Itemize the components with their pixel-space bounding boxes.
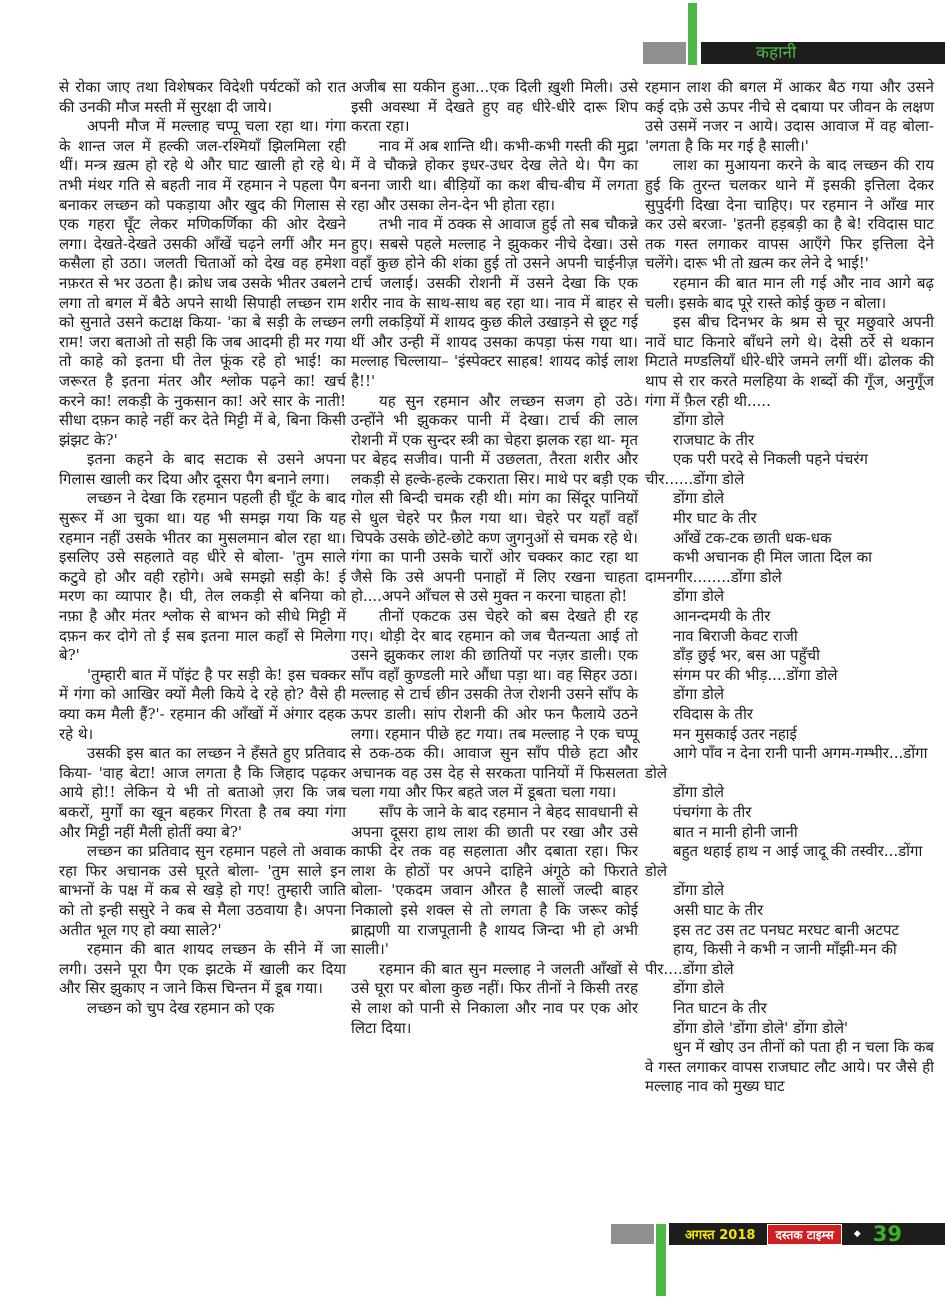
header-bar xyxy=(701,42,945,64)
verse-line: नित घाटन के तीर xyxy=(673,998,767,1017)
verse-line: कभी अचानक ही मिल जाता दिल का दामनगीर........डोंगा डोले xyxy=(645,548,873,586)
verse-line: एक परी परदे से निकली पहने पंचरंग चीर......डोंगा डोले xyxy=(645,450,868,488)
verse-line: बहुत थहाई हाथ न आई जादू की तस्वीर...डोंगा डोले xyxy=(645,842,923,880)
header-gray-block xyxy=(643,42,686,64)
paragraph: लच्छन को चुप देख रहमान को एक xyxy=(87,998,275,1017)
footer-gray-block xyxy=(611,1224,654,1244)
verse-line: डोंगा डोले xyxy=(673,489,725,508)
paragraph: रहमान की बात शायद लच्छन के सीने में जा लगी। उसने पूरा पैग एक झटके में खाली कर दिया और सिर झुकाए न जाने किस चिन्तन में डूब गया। xyxy=(59,940,346,998)
paragraph: रहमान लाश की बगल में आकर बैठ गया और उसने कई दफ़े उसे ऊपर नीचे से दबाया पर जीवन के लक्षण उसे उसमें नजर न आये। उदास आवाज में वह बोला- 'लगता है कि मर गई है साली।' xyxy=(645,78,934,155)
story-column-3 xyxy=(645,78,934,1097)
paragraph: उसकी इस बात का लच्छन ने हँसते हुए प्रतिवाद किया- 'वाह बेटा! आज लगता है कि जिहाद पढ़कर आये हो!! लेकिन ये भी तो बताओ ज़रा कि जब बकरों, मुर्गों का खून बहकर गिरता है तब क्या गंगा और मिट्टी नहीं मैली होतीं क्या बे?' xyxy=(59,744,346,841)
header-green-bar xyxy=(688,3,697,65)
paragraph: यह सुन रहमान और लच्छन सजग हो उठे। उन्होंने भी झुककर पानी में देखा। टार्च की लाल रोशनी में एक सुन्दर स्त्री का चेहरा झलक रहा था- मृत पर बेहद सजीव। पानी में उछलता, तैरता शरीर और लकड़ी से हल्के-हल्के टकराता सिर। माथे पर बड़ी एक गोल सी बिन्दी चमक रही थी। मांग का सिंदूर पानियों से धुल चेहरे पर फ़ैल गया था। चेहरे पर यहाँ वहाँ चिपके उसके छोटे-छोटे कण जुगनुओं से चमक रहे थे। गंगा का पानी उसके चारों ओर चक्कर काट रहा था जैसे कि उसे अपनी पनाहों में लिए रखना चाहता हो....अपने आँचल से उसे मुक्त न करना चाहता हो! xyxy=(351,391,638,606)
footer-bar xyxy=(669,1223,945,1245)
verse-line: डोंगा डोले xyxy=(673,881,725,900)
verse-line: डोंगा डोले xyxy=(673,587,725,606)
verse-line: डोंगा डोले xyxy=(673,783,725,802)
footer-green-bar xyxy=(656,1224,666,1296)
verse-line: आनन्दमयी के तीर xyxy=(673,607,771,626)
verse-line: डोंगा डोले xyxy=(673,685,725,704)
verse-line: डाँड़ छुई भर, बस आ पहुँची xyxy=(673,646,821,665)
verse-line: संगम पर की भीड़....डोंगा डोले xyxy=(673,665,838,684)
paragraph: तभी नाव में ठक्क से आवाज हुई तो सब चौकन्ने हुए। सबसे पहले मल्लाह ने झुककर नीचे देखा। उसे वहाँ कुछ होने की शंका हुई तो उसने अपनी चाईनीज़ टार्च जलाई। उसकी रोशनी में उसने देखा कि एक शरीर नाव के साथ-साथ बह रहा था। नाव में बाहर से लगी लकड़ियों में शायद कुछ कीले उखाड़ने से छूट गई थीं और उन्ही में शायद उसका कपड़ा फंस गया था। मल्लाह चिल्लाया– 'इंस्पेक्टर साहब! शायद कोई लाश है!!' xyxy=(351,215,638,390)
verse-line: आगे पाँव न देना रानी पानी अगम-गम्भीर...डोंगा डोले xyxy=(645,744,928,782)
paragraph: नाव में अब शान्ति थी। कभी-कभी गस्ती की मुद्रा में वे चौकन्ने होकर इधर-उधर देख लेते थे। पैग का बनना जारी था। बीड़ियों का कश बीच-बीच में लगता रहा और उसका लेन-देन भी होता रहा। xyxy=(351,136,638,214)
verse-line: हाय, किसी ने कभी न जानी माँझी-मन की पीर....डोंगा डोले xyxy=(645,940,897,978)
verse-line: राजघाट के तीर xyxy=(673,430,755,449)
issue-date: अगस्त 2018 xyxy=(685,1228,756,1243)
paragraph: इस बीच दिनभर के श्रम से चूर मछुवारे अपनी नावें घाट किनारे बाँधने लगे थे। देसी ठर्रे से थकान मिटाते मण्डलियाँ धीरे-धीरे जमने लगीं थीं। ढोलक की थाप से रार करते मलहिया के शब्दों की गूँज, अनुगूँज गंगा में फ़ैल रही थी..... xyxy=(645,313,934,410)
verse-line: बात न मानी होनी जानी xyxy=(673,822,798,841)
story-column-1 xyxy=(59,78,346,1019)
verse-line: डोंगा डोले 'डोंगा डोले' डोंगा डोले' xyxy=(673,1018,849,1037)
paragraph: 'तुम्हारी बात में पॉइंट है पर सड़ी के! इस चक्कर में गंगा को आखिर क्यों मैली किये दे रहे हो? वैसे ही क्या कम मैली हैं?'- रहमान की आँखों में अंगार दहक रहे थे। xyxy=(59,665,346,743)
diamond-separator-icon: ◆ xyxy=(853,1229,861,1239)
paragraph: लच्छन ने देखा कि रहमान पहली ही घूँट के बाद सुरूर में आ चुका था। यह भी समझ गया कि यह रहमान नहीं उसके भीतर का मुसलमान बोल रहा था। इसलिए उसे सहलाते वह धीरे से बोला- 'तुम साले कटुवे हो और वही रहोगे। अबे समझो सड़ी के! ई मरण का व्यापार है। घी, तेल लकड़ी से बनिया को नफ़ा है और मंतर श्लोक से बाभन को सीधे मिट्टी में दफ़न कर दोगे तो ई सब इतना माल कहाँ से मिलेगा बे?' xyxy=(59,489,346,665)
verse-line: डोंगा डोले xyxy=(673,979,725,998)
verse-line: डोंगा डोले xyxy=(673,411,725,430)
verse-line: नाव बिराजी केवट राजी xyxy=(673,626,798,645)
page-number: 39 xyxy=(872,1222,902,1246)
verse-line: मन मुसकाई उतर नहाई xyxy=(673,724,797,743)
paragraph: लच्छन का प्रतिवाद सुन रहमान पहले तो अवाक रहा फिर अचानक उसे घूरते बोला- 'तुम साले इन बाभनों के पक्ष में कब से खड़े हो गए! तुम्हारी जाति को तो इन्ही ससुरे ने कब से मैला उठवाया है। अपना अतीत भूल गए हो क्या साले?' xyxy=(59,842,346,939)
section-label: कहानी xyxy=(756,43,797,63)
paragraph: रहमान की बात सुन मल्लाह ने जलती आँखों से उसे घूरा पर बोला कुछ नहीं। फिर तीनों ने किसी तरह से लाश को पानी से निकाला और नाव पर एक ओर लिटा दिया। xyxy=(351,959,638,1037)
paragraph: धुन में खोए उन तीनों को पता ही न चला कि कब वे गस्त लगाकर वापस राजघाट लौट आये। पर जैसे ही मल्लाह नाव को मुख्य घाट xyxy=(645,1038,934,1096)
verse-line: असी घाट के तीर xyxy=(673,900,764,919)
verse-line: आँखें टक-टक छाती धक-धक xyxy=(673,528,832,547)
verse-line: मीर घाट के तीर xyxy=(673,509,757,528)
paragraph: अजीब सा यकीन हुआ...एक दिली ख़ुशी मिली। उसे इसी अवस्था में देखते हुए वह धीरे-धीरे दारू शिप करता रहा। xyxy=(351,78,638,136)
story-column-2 xyxy=(351,78,638,1038)
paragraph: तीनों एकटक उस चेहरे को बस देखते ही रह गए। थोड़ी देर बाद रहमान को जब चैतन्यता आई तो उसने झुककर लाश की छातियों पर नज़र डाली। एक साँप वहाँ कुण्डली मारे औंधा पड़ा था। वह सिहर उठा। मल्लाह से टार्च छीन उसकी तेज रोशनी उसने साँप के ऊपर डाली। सांप रोशनी की ओर फन फैलाये उठने लगा। रहमान पीछे हट गया। तब मल्लाह ने एक चप्पू से ठक-ठक की। आवाज सुन साँप पीछे हटा और अचानक वह उस देह से सरकता पानियों में फिसलता चला गया और फिर बहते जल में डूबता चला गया। xyxy=(351,607,638,802)
magazine-logo: दस्तक टाइम्स xyxy=(767,1224,841,1245)
paragraph: साँप के जाने के बाद रहमान ने बेहद सावधानी से अपना दूसरा हाथ लाश की छाती पर रखा और उसे काफी देर तक वह सहलाता और दबाता रहा। फिर लाश के होठों पर अपने दाहिने अंगूठे को फिराते बोला- 'एकदम जवान औरत है सालों जल्दी बाहर निकालो इसे शक्ल से तो लगता है कि जरूर कोई ब्राह्मणी या राजपूतानी है शायद जिन्दा भी हो अभी साली।' xyxy=(351,802,638,959)
verse-line: इस तट उस तट पनघट मरघट बानी अटपट xyxy=(673,920,900,939)
paragraph: अपनी मौज में मल्लाह चप्पू चला रहा था। गंगा के शान्त जल में हल्की जल-रश्मियाँ झिलमिला रही थीं। मन्त्र ख़त्म हो रहे थे और घाट खाली हो रहे थे। तभी मंथर गति से बहती नाव में रहमान ने पहला पैग बनाकर लच्छन को पकड़ाया और खुद की गिलास से एक गहरा घूँट लेकर मणिकर्णिका की ओर देखने लगा। देखते-देखते उसकी आँखें चढ़ने लगीं और मन कसैला हो उठा। जलती चिताओं को देख वह हमेशा नफ़रत से भर उठता है। क्रोध जब उसके भीतर उबलने लगा तो बगल में बैठे अपने साथी सिपाही लच्छन राम को सुनाते उसने कटाक्ष किया- 'का बे सड़ी के लच्छन राम! जरा बताओ तो सही कि जब आदमी ही मर गया तो काहे को इतना घी तेल फूंक रहे हो भाई! का जरूरत है इतना मंतर और श्लोक पढ़ने का! खर्च करने का! लकड़ी के नुकसान का! अरे सार के नाती! सीधा दफ़न काहे नहीं कर देते मिट्टी में बे, बिना किसी झंझट के?' xyxy=(59,117,346,449)
paragraph: से रोका जाए तथा विशेषकर विदेशी पर्यटकों को रात की उनकी मौज मस्ती में सुरक्षा दी जाये। xyxy=(59,78,346,116)
paragraph: इतना कहने के बाद सटाक से उसने अपना गिलास खाली कर दिया और दूसरा पैग बनाने लगा। xyxy=(59,450,346,488)
paragraph: रहमान की बात मान ली गई और नाव आगे बढ़ चली। इसके बाद पूरे रास्ते कोई कुछ न बोला। xyxy=(645,273,934,312)
verse-line: रविदास के तीर xyxy=(673,705,753,723)
paragraph: लाश का मुआयना करने के बाद लच्छन की राय हुई कि तुरन्त चलकर थाने में इसकी इत्तिला देकर सुपुर्दगी दिखा देना चाहिए। पर रहमान ने आँख मार कर उसे बरजा- 'इतनी हड़बड़ी का है बे! रविदास घाट तक गस्त लगाकर वापस आएँगे फिर इत्तिला देने चलेंगे। दारू भी तो ख़त्म कर लेने दे भाई!' xyxy=(645,156,934,273)
verse-line: पंचगंगा के तीर xyxy=(673,802,752,821)
